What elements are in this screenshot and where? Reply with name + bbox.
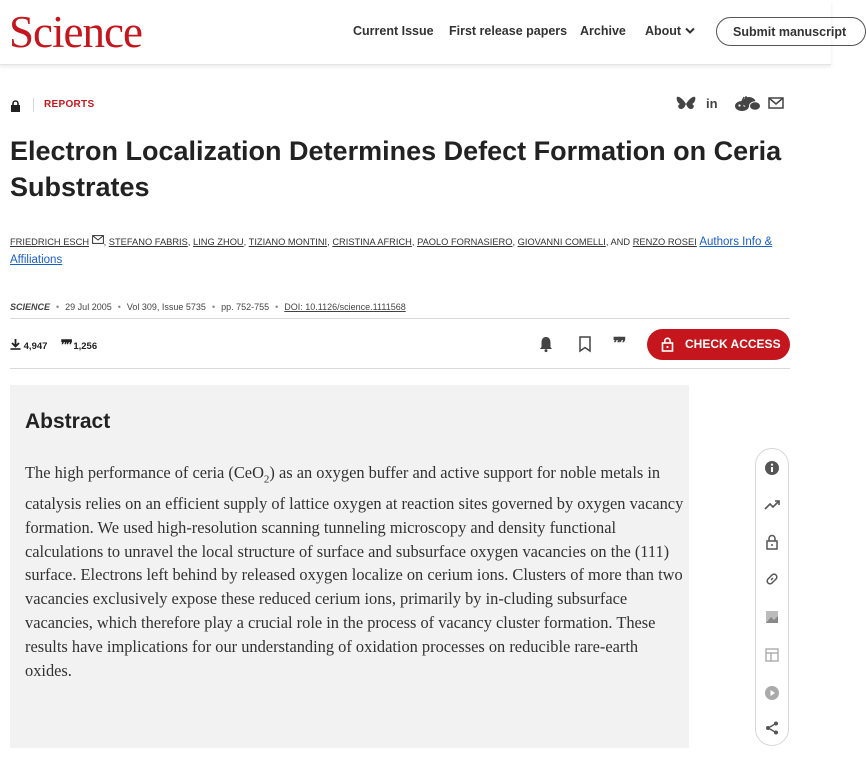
authors-and: AND [610,237,631,247]
chevron-down-icon [685,24,695,38]
page-range: pp. 752-755 [221,302,270,312]
doi-link[interactable]: DOI: 10.1126/science.1111568 [284,302,406,312]
author-link[interactable]: FRIEDRICH ESCH [10,237,90,247]
trending-icon[interactable] [764,497,780,513]
nav-archive[interactable]: Archive [580,24,626,38]
author-link[interactable]: RENZO ROSEI [632,237,697,247]
link-icon[interactable] [764,571,780,587]
divider [33,98,34,112]
citation-count[interactable]: 1,256 [73,341,98,352]
info-icon[interactable] [764,460,780,476]
author-list: FRIEDRICH ESCH , STEFANO FABRIS, LING ZHOU, TIZIANO MONTINI, CRISTINA AFRICH, PAOLO FORNASIERO, GIOVANNI COMELLI, AND RENZO ROSEI Authors Info & Affiliations [10,236,773,266]
science-logo[interactable]: Science [9,7,142,57]
citation-icon: ❞❞ [60,337,71,352]
abstract-text: The high performance of ceria (CeO$_2$) as an oxygen buffer and active support for noble metals in catalysis relies on an efficient supply of lattice oxygen at reaction sites governed by oxygen vacancy formation. We used high-resolution scanning tunneling microscopy and density functional calculations to unravel the local structure of surface and subsurface oxygen vacancies on the (111) surface. Electrons left behind by released oxygen localize on cerium ions. Clusters of more than two vacancies exclusively expose these reduced cerium ions, primarily by in-cluding subsurface vacancies, which therefore play a crucial role in the process of vacancy cluster formation. These results have implications for our understanding of oxidation processes on reducible rare-earth oxides. [25,463,684,680]
author-link[interactable]: GIOVANNI COMELLI [517,237,606,247]
submit-manuscript-button[interactable]: Submit manuscript [716,17,866,46]
divider [10,368,790,369]
nav-about-label: About [645,24,682,38]
section-label[interactable]: REPORTS [44,99,95,110]
publish-date: 29 Jul 2005 [65,302,112,312]
check-access-label: CHECK ACCESS [685,337,781,351]
article-title: Electron Localization Determines Defect Formation on Ceria Substrates [10,136,782,202]
journal-name[interactable]: SCIENCE [10,302,51,312]
site-header [0,0,847,65]
authors-info-link[interactable]: Authors Info & Affiliations [10,236,773,266]
nav-about[interactable] [645,24,695,38]
lock-icon [10,99,21,117]
email-icon[interactable] [768,96,784,112]
bluesky-icon[interactable] [676,96,696,112]
table-icon[interactable] [764,647,780,663]
cite-icon[interactable]: ❞❞ [613,335,624,352]
author-link[interactable]: PAOLO FORNASIERO [417,237,513,247]
volume-issue[interactable]: Vol 309, Issue 5735 [126,302,206,312]
share-icon[interactable] [764,720,780,736]
check-access-button[interactable] [647,329,790,360]
bookmark-icon[interactable] [576,335,594,353]
linkedin-icon[interactable]: in [706,96,718,111]
article-metrics [10,337,97,353]
download-icon [10,341,21,352]
abstract-section [10,385,689,748]
play-icon[interactable] [764,685,780,701]
bell-icon[interactable] [537,335,555,353]
abstract-heading: Abstract [25,410,111,433]
email-icon[interactable] [92,237,104,247]
author-link[interactable]: LING ZHOU [193,237,244,247]
author-link[interactable]: CRISTINA AFRICH [332,237,412,247]
author-link[interactable]: TIZIANO MONTINI [248,237,328,247]
author-link[interactable]: STEFANO FABRIS [108,237,188,247]
wechat-icon[interactable] [742,96,762,112]
nav-current-issue[interactable]: Current Issue [353,24,434,38]
publication-meta: SCIENCE • 29 Jul 2005 • Vol 309, Issue 5735 • pp. 752-755 • DOI: 10.1126/science.1111568 [10,302,406,312]
article-tools-rail [755,448,789,746]
download-count[interactable]: 4,947 [23,341,48,352]
nav-first-release-papers[interactable]: First release papers [449,24,568,38]
lock-icon[interactable] [764,534,780,550]
divider [10,318,790,319]
image-icon[interactable] [764,609,780,625]
